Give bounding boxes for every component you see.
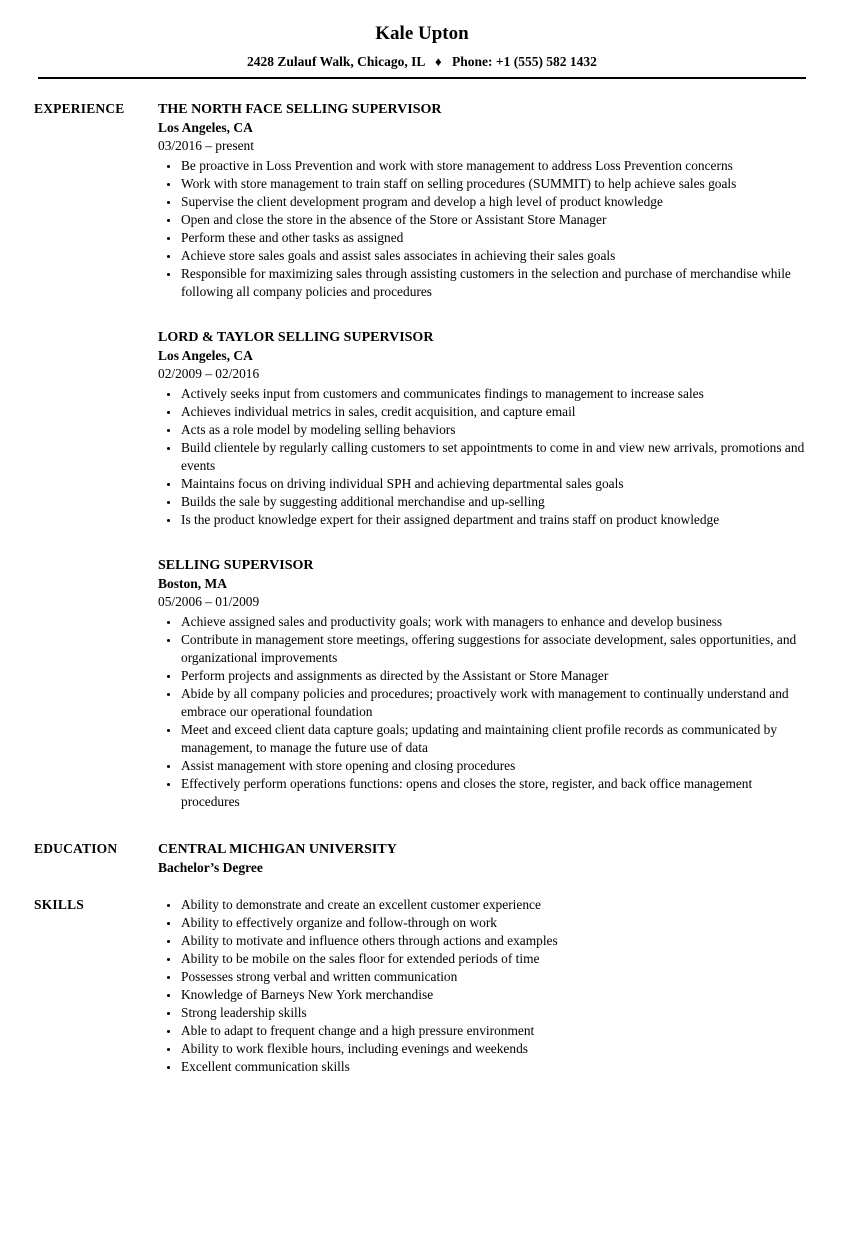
- bullet-item: • Ability to motivate and influence others through actions and examples: [180, 932, 812, 950]
- job-entry-selling-supervisor: [158, 556, 812, 811]
- bullet-item: • Actively seeks input from customers and communicates findings to management to increase sales: [180, 385, 812, 403]
- bullet-item: • Achieve assigned sales and productivity goals; work with managers to enhance and develop business: [180, 613, 812, 631]
- skills-section: [34, 896, 812, 1076]
- job-dates: 03/2016 – present: [158, 138, 254, 153]
- bullet-item: • Abide by all company policies and procedures; proactively work with management to continually understand and embrace our operational foundation: [180, 685, 812, 721]
- resume-header: [38, 22, 806, 79]
- job-dates: 02/2009 – 02/2016: [158, 366, 260, 381]
- job-location: Los Angeles, CA: [158, 348, 253, 363]
- person-name: Kale Upton: [375, 23, 469, 44]
- bullet-item: • Ability to be mobile on the sales floor for extended periods of time: [180, 950, 812, 968]
- job-entry-lord-taylor: [158, 328, 812, 529]
- bullet-item: • Achieve store sales goals and assist sales associates in achieving their sales goals: [180, 247, 812, 265]
- bullet-item: • Perform projects and assignments as directed by the Assistant or Store Manager: [180, 667, 812, 685]
- school-name: CENTRAL MICHIGAN UNIVERSITY: [158, 842, 397, 857]
- job-bullet-list: [158, 157, 812, 301]
- bullet-item: • Possesses strong verbal and written communication: [180, 968, 812, 986]
- bullet-item: • Able to adapt to frequent change and a high pressure environment: [180, 1022, 812, 1040]
- education-section-label: EDUCATION: [34, 841, 118, 856]
- bullet-item: • Work with store management to train staff on selling procedures (SUMMIT) to help achieve sales goals: [180, 175, 812, 193]
- education-section: [34, 840, 812, 877]
- bullet-item: • Knowledge of Barneys New York merchandise: [180, 986, 812, 1004]
- bullet-item: • Strong leadership skills: [180, 1004, 812, 1022]
- job-bullet-list: [158, 613, 812, 811]
- job-dates: 05/2006 – 01/2009: [158, 594, 260, 609]
- bullet-item: • Supervise the client development program and develop a high level of product knowledge: [180, 193, 812, 211]
- bullet-item: • Open and close the store in the absence of the Store or Assistant Store Manager: [180, 211, 812, 229]
- experience-section: [34, 100, 812, 811]
- bullet-item: • Ability to demonstrate and create an excellent customer experience: [180, 896, 812, 914]
- degree: Bachelor’s Degree: [158, 860, 263, 875]
- bullet-item: • Meet and exceed client data capture goals; updating and maintaining client profile records as communicated by management, to manage the future use of data: [180, 721, 812, 757]
- bullet-item: • Contribute in management store meetings, offering suggestions for associate development, sales opportunities, and organizational improvements: [180, 631, 812, 667]
- experience-section-label: EXPERIENCE: [34, 101, 125, 116]
- bullet-item: • Ability to effectively organize and follow-through on work: [180, 914, 812, 932]
- bullet-item: • Perform these and other tasks as assigned: [180, 229, 812, 247]
- resume-body: [34, 79, 812, 1076]
- bullet-item: • Be proactive in Loss Prevention and work with store management to address Loss Prevention concerns: [180, 157, 812, 175]
- bullet-item: • Acts as a role model by modeling selling behaviors: [180, 421, 812, 439]
- skills-bullet-list: [158, 896, 812, 1076]
- job-entry-north-face: [158, 100, 812, 301]
- contact-address: 2428 Zulauf Walk, Chicago, IL: [247, 54, 425, 69]
- job-location: Boston, MA: [158, 576, 228, 591]
- bullet-item: • Builds the sale by suggesting additional merchandise and up-selling: [180, 493, 812, 511]
- job-title: SELLING SUPERVISOR: [158, 558, 314, 573]
- job-location: Los Angeles, CA: [158, 120, 253, 135]
- bullet-item: • Assist management with store opening and closing procedures: [180, 757, 812, 775]
- job-title: THE NORTH FACE SELLING SUPERVISOR: [158, 102, 442, 117]
- bullet-item: • Maintains focus on driving individual SPH and achieving departmental sales goals: [180, 475, 812, 493]
- bullet-item: • Effectively perform operations functions: opens and closes the store, register, and back office management procedures: [180, 775, 812, 811]
- bullet-item: • Excellent communication skills: [180, 1058, 812, 1076]
- contact-line: [38, 53, 806, 70]
- skills-section-label: SKILLS: [34, 897, 84, 912]
- contact-phone: Phone: +1 (555) 582 1432: [452, 54, 597, 69]
- bullet-item: • Ability to work flexible hours, including evenings and weekends: [180, 1040, 812, 1058]
- skills-section-content: [158, 896, 812, 1076]
- bullet-item: • Build clientele by regularly calling customers to set appointments to come in and view new arrivals, promotions and events: [180, 439, 812, 475]
- bullet-item: • Achieves individual metrics in sales, credit acquisition, and capture email: [180, 403, 812, 421]
- bullet-item: • Is the product knowledge expert for their assigned department and trains staff on product knowledge: [180, 511, 812, 529]
- job-bullet-list: [158, 385, 812, 529]
- job-title: LORD & TAYLOR SELLING SUPERVISOR: [158, 330, 434, 345]
- diamond-separator-icon: ♦: [434, 54, 442, 69]
- education-section-content: [158, 840, 812, 877]
- bullet-item: • Responsible for maximizing sales through assisting customers in the selection and purchase of merchandise while following all company policies and procedures: [180, 265, 812, 301]
- experience-section-content: [158, 100, 812, 811]
